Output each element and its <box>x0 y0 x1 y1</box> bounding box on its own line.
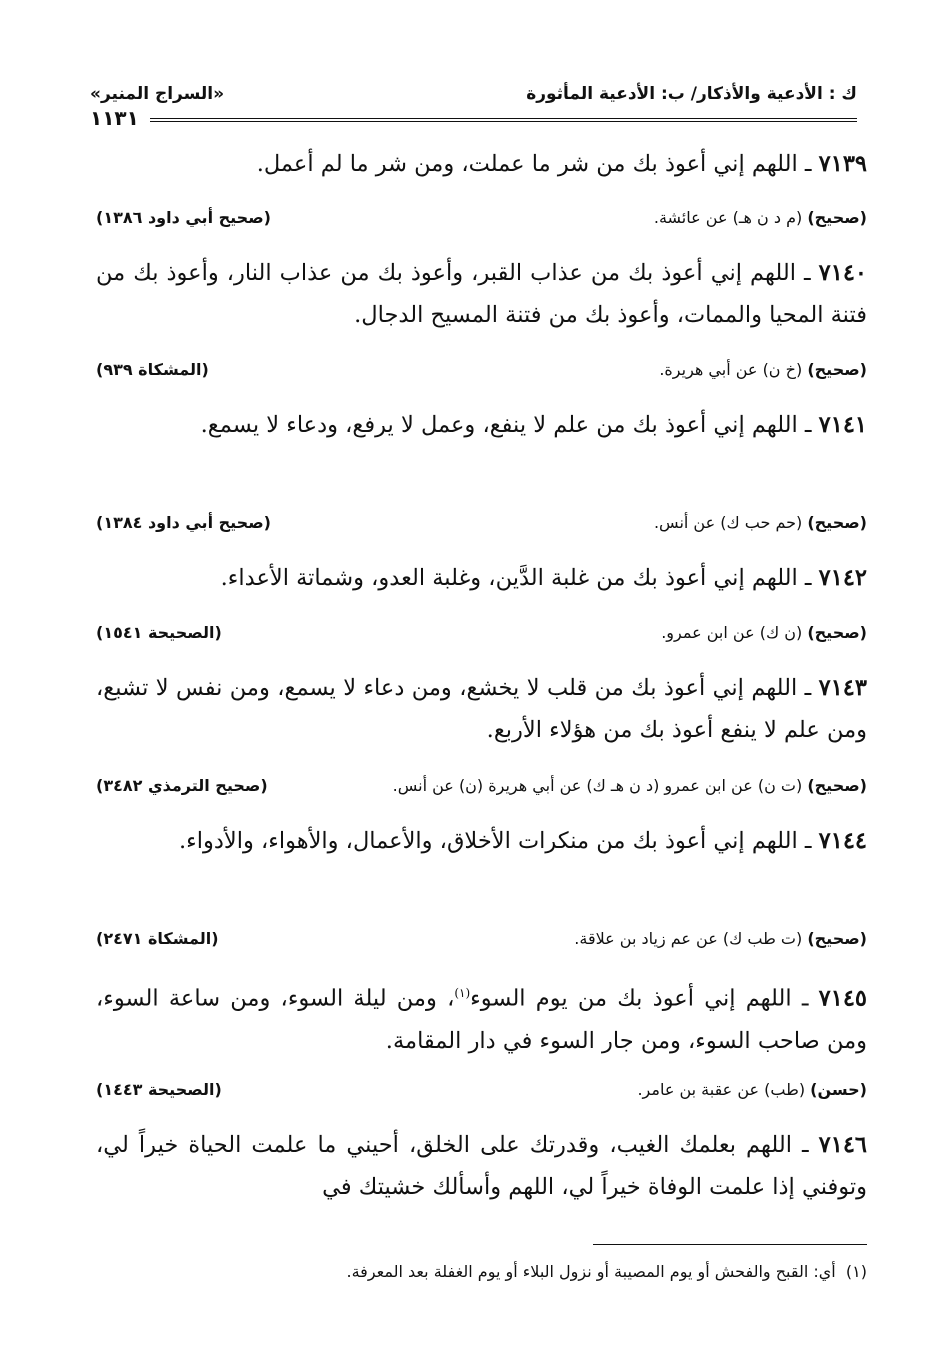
hadith-number: ٧١٣٩ <box>818 151 867 177</box>
hadith-grade: (حسن) <box>810 1080 867 1099</box>
hadith-source <box>96 776 867 800</box>
footnote-marker[interactable]: (١) <box>454 986 471 1000</box>
hadith-text: ٧١٤١ ـ اللهم إني أعوذ بك من علم لا ينفع، وعمل لا يرفع، ودعاء لا يسمع. <box>200 412 867 438</box>
hadith-reference: (صحيح أبي داود ١٣٨٦) <box>96 208 271 227</box>
hadith-grade: (صحيح) <box>807 208 867 227</box>
hadith-reference: (المشكاة ٢٤٧١) <box>96 929 219 948</box>
hadith-source <box>96 929 867 953</box>
book-title: «السراج المنير» <box>90 84 225 104</box>
hadith-reference: (صحيح الترمذي ٣٤٨٢) <box>96 776 268 795</box>
hadith-grade: (صحيح) <box>807 929 867 948</box>
hadith-text: ٧١٣٩ ـ اللهم إني أعوذ بك من شر ما عملت، ومن شر ما لم أعمل. <box>256 151 867 177</box>
hadith-narrators: (ت ن) عن ابن عمرو (د ن هـ ك) عن أبي هريرة (ن) عن أنس. <box>392 776 803 795</box>
hadith-number: ٧١٤٤ <box>818 828 867 854</box>
hadith-entry <box>96 972 867 1062</box>
chapter-heading: ك : الأدعية والأذكار/ ب: الأدعية المأثورة <box>526 84 857 104</box>
hadith-text: ٧١٤٠ ـ اللهم إني أعوذ بك من عذاب القبر، وأعوذ بك من عذاب النار، وأعوذ بك من فتنة المحيا والممات، وأعوذ بك من فتنة المسيح الدجال. <box>96 260 867 328</box>
hadith-grade: (صحيح) <box>807 360 867 379</box>
header-rule <box>150 118 857 122</box>
hadith-grade: (صحيح) <box>807 623 867 642</box>
hadith-reference: (الصحيحة ١٥٤١) <box>96 623 222 642</box>
hadith-number: ٧١٤٣ <box>818 675 867 701</box>
hadith-entry <box>96 557 867 599</box>
hadith-narrators: (طب) عن عقبة بن عامر. <box>637 1080 806 1099</box>
hadith-grade: (صحيح) <box>807 776 867 795</box>
page-header <box>90 78 857 130</box>
hadith-narrators: (حم حب ك) عن أنس. <box>653 513 803 532</box>
hadith-narrators: (ن ك) عن ابن عمرو. <box>661 623 803 642</box>
footnote-text: أي: القبح والفحش أو يوم المصيبة أو نزول البلاء أو يوم الغفلة بعد المعرفة. <box>346 1262 836 1281</box>
hadith-number: ٧١٤٥ <box>818 985 867 1012</box>
hadith-source <box>96 360 867 384</box>
hadith-number: ٧١٤١ <box>818 412 867 438</box>
hadith-text: ٧١٤٢ ـ اللهم إني أعوذ بك من غلبة الدَّين، وغلبة العدو، وشماتة الأعداء. <box>220 565 867 591</box>
hadith-number: ٧١٤٦ <box>818 1132 867 1158</box>
hadith-reference: (صحيح أبي داود ١٣٨٤) <box>96 513 271 532</box>
hadith-reference: (الصحيحة ١٤٤٣) <box>96 1080 222 1099</box>
hadith-text: ٧١٤٥ ـ اللهم إني أعوذ بك من يوم السوء$^{(١)}$، ومن ليلة السوء، ومن ساعة السوء، ومن صاحب السوء، ومن جار السوء في دار المقامة. <box>96 985 867 1054</box>
hadith-grade: (صحيح) <box>807 513 867 532</box>
hadith-narrators: (م د ن هـ) عن عائشة. <box>653 208 803 227</box>
hadith-text: ٧١٤٣ ـ اللهم إني أعوذ بك من قلب لا يخشع، ومن دعاء لا يسمع، ومن نفس لا تشبع، ومن علم لا ينفع أعوذ بك من هؤلاء الأربع. <box>96 675 867 743</box>
hadith-narrators: (خ ن) عن أبي هريرة. <box>659 360 803 379</box>
hadith-source <box>96 208 867 232</box>
hadith-narrators: (ت طب ك) عن عم زياد بن علاقة. <box>574 929 803 948</box>
hadith-entry <box>96 1124 867 1208</box>
hadith-entry <box>96 820 867 862</box>
hadith-reference: (المشكاة ٩٣٩) <box>96 360 209 379</box>
hadith-source <box>96 513 867 537</box>
hadith-entry <box>96 143 867 185</box>
hadith-source <box>96 623 867 647</box>
hadith-entry <box>96 252 867 336</box>
hadith-entry <box>96 667 867 751</box>
hadith-source <box>96 1080 867 1104</box>
hadith-entry <box>96 404 867 446</box>
page-number: ١١٣١ <box>90 106 139 130</box>
hadith-text: ٧١٤٦ ـ اللهم بعلمك الغيب، وقدرتك على الخلق، أحيني ما علمت الحياة خيراً لي، وتوفني إذا علمت الوفاة خيراً لي، اللهم وأسألك خشيتك في <box>96 1132 867 1200</box>
footnote <box>96 1262 867 1281</box>
footnote-rule <box>593 1244 867 1245</box>
hadith-number: ٧١٤٠ <box>818 260 867 286</box>
hadith-number: ٧١٤٢ <box>818 565 867 591</box>
hadith-text: ٧١٤٤ ـ اللهم إني أعوذ بك من منكرات الأخلاق، والأعمال، والأهواء، والأدواء. <box>179 828 867 854</box>
footnote-number: (١) <box>845 1262 867 1281</box>
